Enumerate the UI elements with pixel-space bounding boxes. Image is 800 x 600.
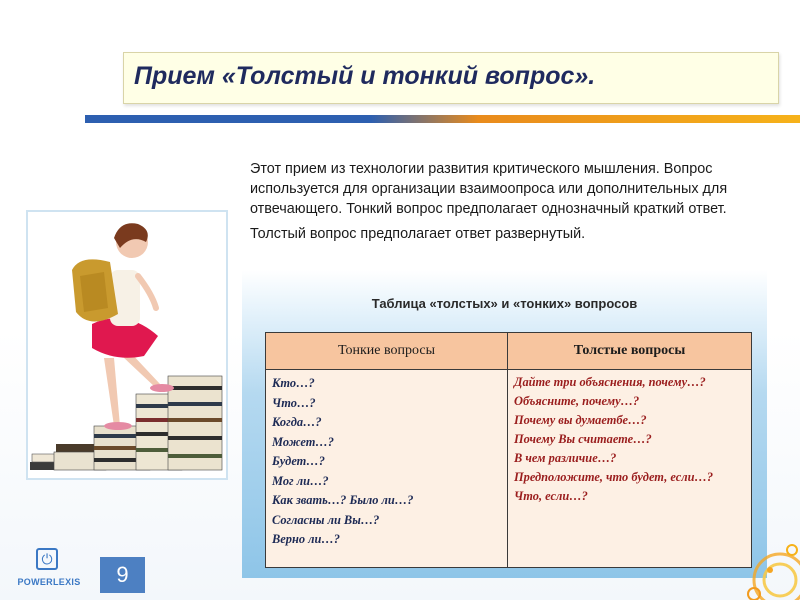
title-box <box>123 52 779 104</box>
paragraph-1: Этот прием из технологии развития критического мышления. Вопрос используется для организации взаимоопроса или дополнительных для отвечающего. Тонкий вопрос предполагает однозначный краткий ответ. <box>250 161 728 217</box>
paragraph-2: Толстый вопрос предполагает ответ развернутый. <box>250 226 586 242</box>
thick-question-item: Дайте три объяснения, почему…? <box>514 375 706 389</box>
table-caption: Таблица «толстых» и «тонких» вопросов <box>371 296 638 311</box>
description-text <box>250 159 780 244</box>
thick-question-item: Объясните, почему…? <box>514 394 640 408</box>
thick-question-item: В чем различие…? <box>514 451 617 465</box>
questions-table <box>265 332 752 568</box>
thin-questions-cell <box>266 370 508 568</box>
page-number-badge: 9 <box>100 557 145 593</box>
thick-question-item: Почему Вы считаете…? <box>514 432 652 446</box>
orange-swirl-decoration <box>700 500 800 600</box>
thin-question-item: Согласны ли Вы…? <box>272 512 380 527</box>
logo-text: POWERLEXIS <box>17 577 81 587</box>
thick-question-item: Почему вы думаетбе…? <box>514 413 647 427</box>
thick-question-item: Что, если…? <box>514 489 588 503</box>
slide-title: Прием «Толстый и тонкий вопрос». <box>134 62 596 90</box>
thin-question-item: Может…? <box>272 434 334 449</box>
table-header-row <box>266 333 752 370</box>
thin-question-item: Когда…? <box>272 415 322 429</box>
thin-question-item: Кто…? <box>272 376 315 390</box>
thin-question-item: Верно ли…? <box>272 532 340 546</box>
girl-climbing-books-photo <box>26 210 228 480</box>
logo-mark: ⏻ <box>36 548 58 570</box>
thin-question-item: Как звать…? Было ли…? <box>272 493 414 507</box>
accent-bar <box>85 115 800 123</box>
photo-illustration <box>28 212 226 478</box>
header-thin-questions: Тонкие вопросы <box>266 333 508 370</box>
thin-question-item: Что…? <box>272 395 316 410</box>
thin-question-item: Будет…? <box>272 454 325 468</box>
table-body-row <box>266 370 752 568</box>
powerlexis-logo-icon <box>14 548 84 596</box>
header-thick-questions: Толстые вопросы <box>508 333 752 370</box>
thick-question-item: Предположите, что будет, если…? <box>514 470 714 484</box>
thin-question-item: Мог ли…? <box>272 473 329 488</box>
questions-table-panel <box>242 270 767 578</box>
